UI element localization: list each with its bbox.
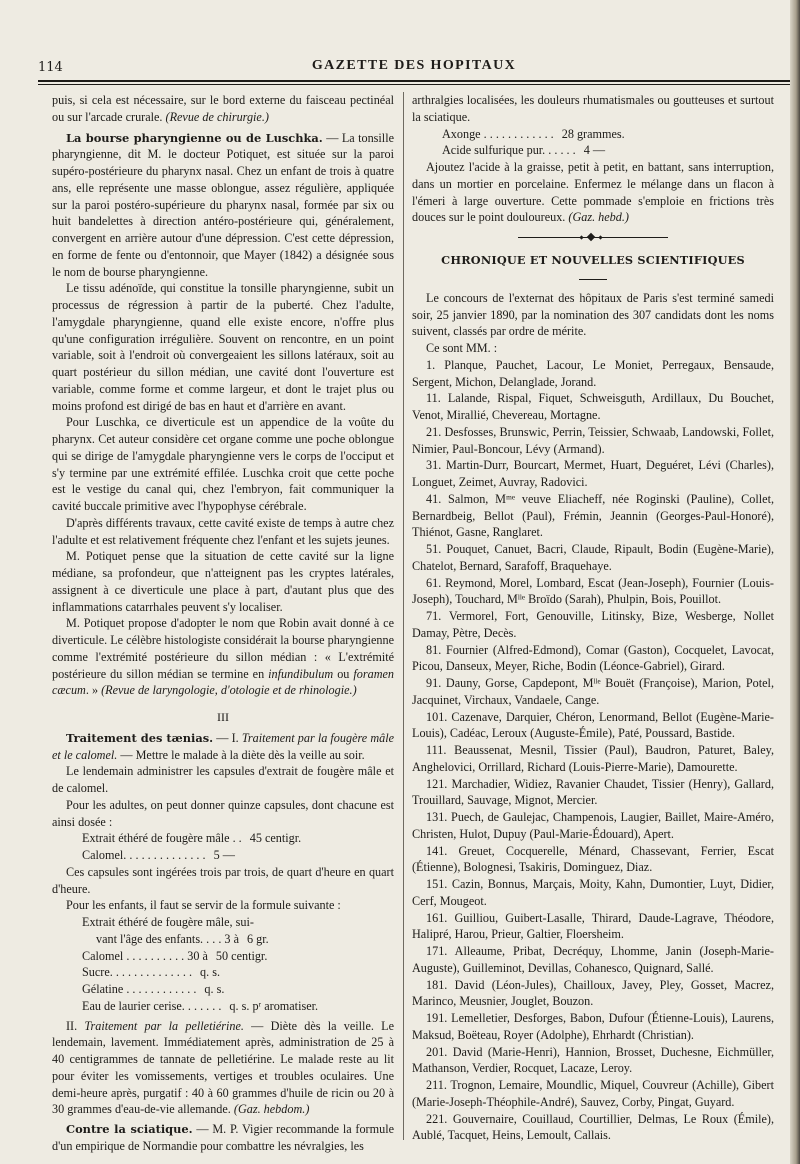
recipe-line	[52, 914, 394, 931]
paragraph: arthralgies localisées, les douleurs rhumatismales ou goutteuses et surtout la sciatique.	[412, 93, 774, 124]
list-item: 181. David (Léon-Jules), Chailloux, Javey, Pley, Gosset, Macrez, Marinco, Meusnier, Jouglet, Bouzon.	[412, 977, 774, 1009]
recipe-line	[412, 126, 774, 143]
quantity: q. s. pʳ aromatiser.	[229, 998, 319, 1013]
paragraph-text: . »	[85, 683, 99, 698]
list-item: 41. Salmon, Mᵐᵉ veuve Eliacheff, née Roginski (Pauline), Collet, Bernardbeig, Bellot (Paul), Frémin, Jeannin (Georges-Paul-Honoré), Thiénot, Gasne, Ranglaret.	[412, 491, 774, 540]
recipe-line	[52, 830, 394, 847]
paragraph: M. Potiquet pense que la situation de cette cavité sur la ligne médiane, sa profondeur, que n'atteignent pas les cryptes latérales, assignent à ce diverticule une place à part, d'autant plus que des inflammations catarrhales peuvent s'y localiser.	[52, 549, 394, 614]
paragraph	[52, 92, 394, 126]
list-item: 111. Beaussenat, Mesnil, Tissier (Paul), Baudron, Paturet, Baley, Anghelovici, Orrillard, Richard (Louis-Pierre-Marie), Damourette.	[412, 743, 774, 774]
left-column	[52, 92, 394, 1155]
ingredient: Extrait éthéré de fougère mâle, sui-	[82, 915, 254, 929]
recipe-adult	[52, 830, 394, 864]
section-number: III	[217, 710, 229, 724]
paragraph	[52, 1018, 394, 1119]
ingredient: Acide sulfurique pur. . . . . .	[442, 143, 576, 158]
list-item: 151. Cazin, Bonnus, Marçais, Moity, Kahn, Dumontier, Luyt, Didier, Cerf, Mougeot.	[412, 877, 774, 908]
ornament-divider	[518, 234, 668, 240]
page-header	[38, 58, 790, 80]
quantity: 5 —	[213, 848, 235, 862]
list-item: 11. Lalande, Rispal, Fiquet, Schweisguth, Ardillaux, Du Bouchet, Venot, Mirallié, Chevereau, Mortagne.	[412, 391, 774, 422]
quantity: 6 gr.	[246, 931, 269, 946]
list-item: 81. Fournier (Alfred-Edmond), Comar (Gaston), Cocquelet, Lavocat, Picou, Danseux, Meyer, Riche, Bodin (Léonce-Gabriel), Girard.	[412, 642, 774, 674]
paragraph-text: II.	[66, 1018, 85, 1033]
recipe-line	[52, 931, 394, 948]
list-item: 221. Gouvernaire, Couillaud, Courtillier, Delmas, Le Roux (Émile), Aublé, Tacquet, Heins, Lemoult, Callais.	[412, 1111, 774, 1143]
list-item: 141. Greuet, Cocquerelle, Ménard, Chassevant, Ferrier, Escat (Étienne), Bolognesi, Tsakiris, Dominguez, Diaz.	[412, 843, 774, 875]
italic-subheading: Traitement par la pelletiérine.	[84, 1018, 244, 1033]
journal-title: GAZETTE DES HOPITAUX	[311, 58, 517, 73]
quantity: 50 centigr.	[215, 948, 268, 963]
page-number: 114	[38, 60, 63, 75]
list-item: 131. Puech, de Gaulejac, Champenois, Laugier, Baillet, Maire-Améro, Christen, Hulot, Dupuy (Paul-Marie-Édouard), Apert.	[412, 810, 774, 841]
paragraph-text: ou	[333, 666, 354, 681]
ingredient: Sucre. . . . . . . . . . . . . .	[82, 965, 193, 980]
quantity: q. s.	[200, 965, 220, 980]
recipe-line	[52, 981, 394, 998]
ingredient: Calomel . . . . . . . . . . 30 à	[82, 948, 208, 963]
column-divider	[403, 92, 404, 1140]
paragraph-text: puis, si cela est nécessaire, sur le bord externe du faisceau pectinéal ou sur l'arcade crurale.	[52, 93, 394, 124]
recipe-pommade	[412, 126, 774, 160]
list-item: 71. Vermorel, Fort, Genouville, Litinsky, Bize, Wesberge, Nollet Damay, Pètre, Decès.	[412, 609, 774, 640]
italic-term: infundibulum	[268, 666, 334, 681]
candidate-list	[412, 357, 774, 1144]
list-item: 201. David (Marie-Henri), Hannion, Brosset, Duchesne, Eichmüller, Mathanson, Verdier, Rocquet, Lacaze, Leroy.	[412, 1044, 774, 1076]
right-column	[412, 92, 774, 1144]
paragraph: Le lendemain administrer les capsules d'extrait de fougère mâle et de calomel.	[52, 764, 394, 795]
italic-term: foramen cæcum	[52, 666, 394, 698]
paragraph	[412, 159, 774, 226]
quantity: 4 —	[583, 143, 606, 158]
paragraph-text: M. Potiquet propose d'adopter le nom que Robin avait donné à ce diverticule. Le célèbre histologiste considérait la bourse pharyngienne comme l'extrémité postérieure du sillon médian : « L'extrémité postérieure du sillon médian se termine en	[52, 616, 394, 681]
list-item: 31. Martin-Durr, Bourcart, Mermet, Huart, Deguéret, Lévi (Charles), Longuet, Zeimet, Auvray, Radovici.	[412, 458, 774, 489]
paragraph-text: — La tonsille pharyngienne, dit M. le docteur Potiquet, est située sur la paroi supéro-postérieure du pharynx nasal. Chez un enfant de trois à quatre ans, elle représente une masse oblongue, assez régulière, appliquée sur la paroi postéro-supérieure du pharynx nasal, formée par six ou huit bandelettes à direction antéro-postérieure qui, généralement, convergent en arrière autour d'une dépression. C'est cette dépression, en forme de fente ou d'entonnoir, que Mayer (1842) a désignée sous le nom de bourse pharyngienne.	[52, 130, 394, 279]
paragraph-text: — I.	[213, 730, 242, 745]
section-title: CHRONIQUE ET NOUVELLES SCIENTIFIQUES	[441, 253, 745, 267]
source-citation: (Gaz. hebdom.)	[233, 1102, 310, 1117]
source-citation: (Gaz. hebd.)	[568, 210, 629, 225]
paragraph: Le tissu adénoïde, qui constitue la tonsille pharyngienne, subit un processus de régression à partir de la puberté. Chez l'adulte, l'amygdale pharyngienne, quand elle existe encore, n'offre plus qu'une configuration irrégulière. Souvent on rencontre, en un point variable, soit à l'endroit où convergeaient les sillons latéraux, soit au quart postérieur du sillon médian, une cavité dont l'ouverture est variable, comme forme et comme largeur, et dont le trajet plus ou moins profond est dirigé de bas en haut et d'arrière en avant.	[52, 281, 394, 413]
ingredient: Extrait éthéré de fougère mâle . .	[82, 831, 242, 846]
ornament-dot	[598, 235, 602, 239]
quantity: q. s.	[204, 982, 225, 996]
ingredient: vant l'âge des enfants. . . . 3 à	[96, 931, 239, 946]
source-citation: (Revue de chirurgie.)	[165, 109, 269, 124]
paragraph	[52, 730, 394, 764]
ornament-dot	[579, 235, 583, 239]
ingredient: Eau de laurier cerise. . . . . . .	[82, 998, 222, 1013]
recipe-line	[52, 964, 394, 981]
binding-edge	[790, 0, 800, 1164]
section-heading-taenias: Traitement des tænias.	[66, 730, 214, 745]
paragraph: D'après différents travaux, cette cavité existe de temps à autre chez l'adulte et est relativement fréquente chez l'enfant et les sujets jeunes.	[52, 515, 394, 547]
ingredient: Gélatine . . . . . . . . . . . .	[82, 982, 197, 996]
list-item: 211. Trognon, Lemaire, Moundlic, Miquel, Couvreur (Achille), Gibert (Marie-Joseph-Théophile-André), Sauvez, Corby, Pingat, Guyard.	[412, 1078, 774, 1109]
quantity: 45 centigr.	[249, 831, 302, 846]
paragraph-text: — Mettre le malade à la diète dès la veille au soir.	[117, 747, 365, 762]
ornament-diamond	[587, 233, 595, 241]
header-rule-thick	[38, 80, 790, 82]
section-heading-luschka: La bourse pharyngienne ou de Luschka.	[66, 130, 323, 145]
list-item: 101. Cazenave, Darquier, Chéron, Lenormand, Bellot (Eugène-Marie-Louis), Cadéac, Leroux (Auguste-Émile), Paté, Poussard, Bastide.	[412, 709, 774, 741]
list-item: 1. Planque, Pauchet, Lacour, Le Moniet, Perregaux, Bensaude, Sergent, Michon, Delanglade, Jorand.	[412, 357, 774, 389]
paragraph	[52, 1121, 394, 1155]
ingredient: Axonge . . . . . . . . . . . .	[442, 126, 554, 141]
section-heading-sciatique: Contre la sciatique.	[66, 1122, 193, 1136]
paragraph: Le concours de l'externat des hôpitaux de Paris s'est terminé samedi soir, 25 janvier 1890, par la nomination des 307 candidats dont les noms suivent, classés par ordre de mérite.	[412, 290, 774, 339]
italic-subheading: Traitement par la fougère mâle et le calomel.	[52, 730, 395, 762]
list-item: 161. Guilliou, Guibert-Lasalle, Thirard, Daude-Lagrave, Théodore, Halipré, Harou, Prieur, Galtier, Floersheim.	[412, 910, 774, 942]
paragraph-text: — M. P. Vigier recommande la formule d'un empirique de Normandie pour combattre les névralgies, les	[52, 1122, 394, 1153]
list-item: 171. Alleaume, Pribat, Decréquy, Lhomme, Janin (Joseph-Marie-Auguste), Guilleminot, Devillas, Cohanesco, Quignard, Sallé.	[412, 944, 774, 975]
list-item: 121. Marchadier, Widiez, Ravanier Chaudet, Tissier (Henry), Gallard, Trouillard, Sauvage, Mignot, Mercier.	[412, 776, 774, 808]
paragraph: Ces capsules sont ingérées trois par trois, de quart d'heure en quart d'heure.	[52, 864, 394, 896]
recipe-line	[412, 142, 774, 159]
paragraph	[52, 130, 394, 281]
list-item: 51. Pouquet, Canuet, Bacri, Claude, Ripault, Bodin (Eugène-Marie), Chatelot, Bernard, Sarafoff, Braquehaye.	[412, 542, 774, 573]
short-rule	[579, 279, 607, 280]
ingredient: Calomel. . . . . . . . . . . . . .	[82, 848, 206, 862]
list-item: 191. Lemelletier, Desforges, Babon, Dufour (Étienne-Louis), Laurens, Maksud, Boëteau, Royer (Adolphe), Ehrhardt (Christian).	[412, 1011, 774, 1042]
list-item: 21. Desfosses, Brunswic, Perrin, Teissier, Schwaab, Landowski, Follet, Nimier, Paul-Boncour, Lévy (Armand).	[412, 424, 774, 456]
paragraph: Pour les enfants, il faut se servir de la formule suivante :	[66, 898, 341, 913]
recipe-line	[52, 847, 394, 864]
paragraph: Ce sont MM. :	[426, 341, 498, 355]
source-citation: (Revue de laryngologie, d'otologie et de rhinologie.)	[101, 683, 357, 698]
recipe-line	[52, 948, 394, 965]
quantity: 28 grammes.	[561, 126, 625, 141]
paragraph: Pour Luschka, ce diverticule est un appendice de la voûte du pharynx. Cet auteur considère cet organe comme une poche oblongue qui se dirige de l'amygdale pharyngienne vers le corps de l'occiput et s'y termine par une extrémité effilée. Luschka croit que cette poche est le vestige du canal qui, chez l'embryon, fait communiquer la cavité buccale primitive avec l'hypophyse cérébrale.	[52, 415, 394, 513]
paragraph	[52, 615, 394, 699]
paragraph-text: Ajoutez l'acide à la graisse, petit à petit, en battant, sans interruption, dans un mortier en porcelaine. Enfermez le mélange dans un flacon à l'émeri à large ouverture. Cette pommade s'emploie en frictions très douces sur le point douloureux.	[412, 160, 774, 225]
list-item: 91. Dauny, Gorse, Capdepont, Mˡˡᵉ Bouët (Françoise), Marion, Potel, Jacquinet, Virchaux, Vandaele, Cange.	[412, 676, 774, 707]
paragraph-text: — Diète dès la veille. Le lendemain, lavement. Immédiatement après, administration de 25 à 40 centigrammes de tannate de pelletiérine. Le malade reste au lit pour éviter les vomissements, vertiges et troubles oculaires. Une demi-heure après, purgatif : 40 à 60 grammes d'huile de ricin ou 20 à 30 grammes d'eau-de-vie allemande.	[52, 1018, 395, 1117]
recipe-children	[52, 914, 394, 1015]
list-item: 61. Reymond, Morel, Lombard, Escat (Jean-Joseph), Fournier (Louis-Joseph), Touchard, Mˡˡᵉ Broïdo (Sarah), Phulpin, Bois, Pouillot.	[412, 575, 774, 607]
header-rule-thin	[38, 84, 790, 85]
recipe-line	[52, 998, 394, 1015]
paragraph: Pour les adultes, on peut donner quinze capsules, dont chacune est ainsi dosée :	[52, 797, 394, 829]
